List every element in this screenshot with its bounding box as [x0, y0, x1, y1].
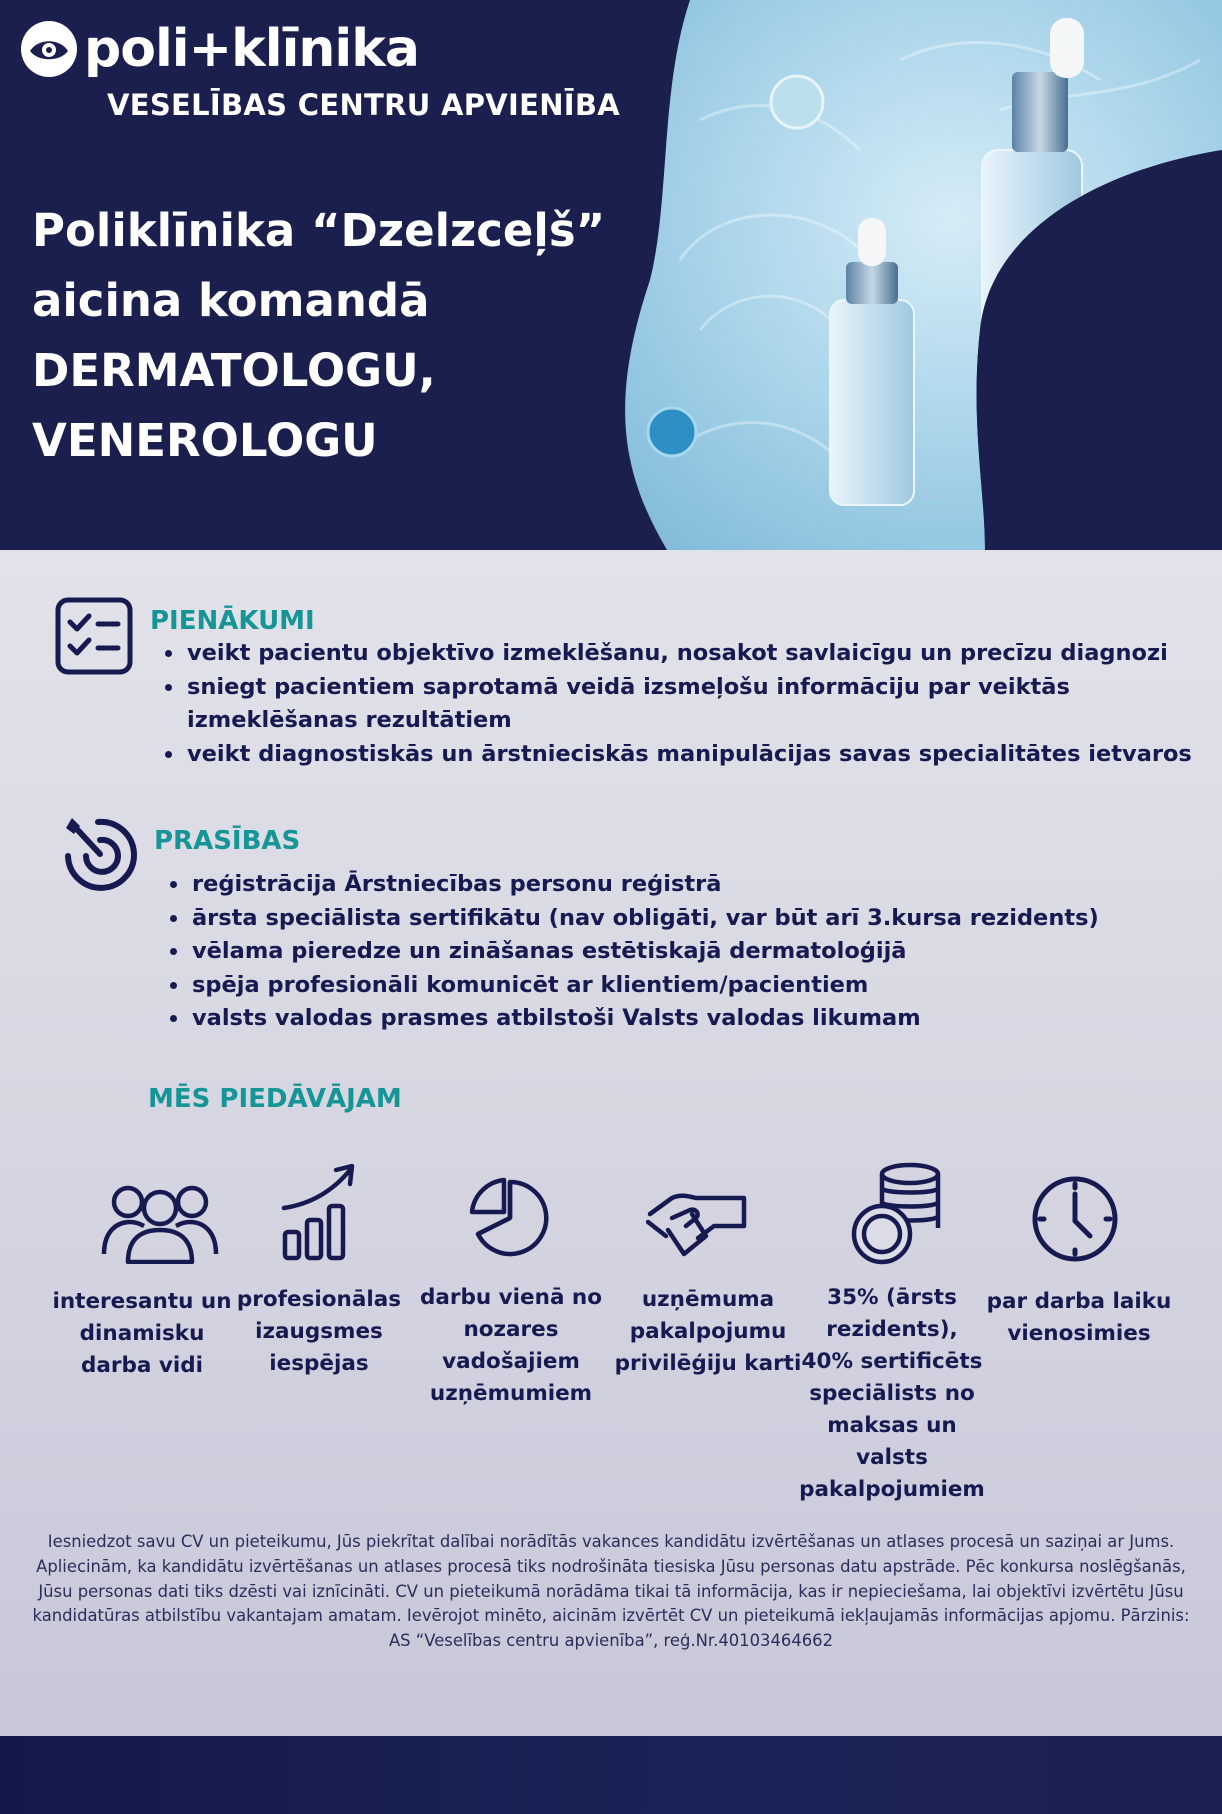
list-item: • spēja profesionāli komunicēt ar klientiem/pacientiem: [190, 969, 1200, 1003]
clock-icon: [1030, 1174, 1120, 1264]
logo-text: poli+klīnika: [84, 19, 419, 79]
requirements-list: [160, 868, 1200, 1036]
offer-label: par darba laiku vienosimies: [986, 1289, 1172, 1346]
list-item: • sniegt pacientiem saprotamā veidā izsmeļošu informāciju par veiktās izmeklēšanas rezultātiem: [185, 671, 1195, 738]
target-icon: [60, 814, 140, 894]
offer-label: profesionālas izaugsmes iespējas: [236, 1287, 402, 1376]
headline-line: DERMATOLOGU,: [32, 344, 436, 397]
page-title: [32, 196, 652, 476]
list-item: • reģistrācija Ārstniecības personu reģistrā: [190, 868, 1200, 902]
pie-chart-icon: [468, 1176, 552, 1260]
list-item: • vēlama pieredze un zināšanas estētiskajā dermatoloģijā: [190, 935, 1200, 969]
org-name: VESELĪBAS CENTRU APVIENĪBA: [107, 88, 621, 122]
list-item: • veikt diagnostiskās un ārstnieciskās manipulācijas savas specialitātes ietvaros: [185, 738, 1195, 772]
disclaimer-text: Iesniedzot savu CV un pieteikumu, Jūs piekrītat dalībai norādītās vakances kandidātu izvērtēšanas un atlases procesā un saziņai ar Jums. Apliecinām, ka kandidātu izvērtēšanas un atlases procesā tiks nodrošināta tiesiska Jūsu personas datu apstrāde. Pēc konkursa noslēgšanās, Jūsu personas dati tiks dzēsti vai iznīcināti. CV un pieteikumā norādāma tikai tā informācija, kas ir nepieciešama, lai objektīvi izvērtētu Jūsu kandidatūras atbilstību vakantajam amatam. Ievērojot minēto, aicinām izvērtēt CV un pieteikumā iekļaujamās informācijas apjomu. Pārzinis: AS “Veselības centru apvienība”, reģ.Nr.40103464662: [32, 1532, 1190, 1651]
hero-banner: [0, 0, 1222, 550]
team-icon: [100, 1180, 220, 1264]
list-item: • ārsta speciālista sertifikātu (nav obligāti, var būt arī 3.kursa rezidents): [190, 902, 1200, 936]
offer-label: darbu vienā no nozares vadošajiem uzņēmumiem: [419, 1285, 603, 1406]
hand-card-icon: [646, 1190, 750, 1262]
offer-label: 35% (ārsts rezidents), 40% sertificēts speciālists no maksas un valsts pakalpojumiem: [799, 1285, 985, 1502]
headline-line: Poliklīnika “Dzelzceļš”: [32, 204, 606, 257]
headline-line: aicina komandā: [32, 274, 430, 327]
headline-line: VENEROLOGU: [32, 414, 378, 467]
duties-list: [155, 637, 1195, 771]
logo-eye-icon: [20, 20, 78, 78]
offer-title: MĒS PIEDĀVĀJAM: [148, 1084, 402, 1114]
growth-chart-icon: [280, 1162, 360, 1262]
duties-title: PIENĀKUMI: [150, 606, 315, 636]
poliklinika-logo: [20, 18, 419, 80]
list-item: • valsts valodas prasmes atbilstoši Valsts valodas likumam: [190, 1002, 1200, 1036]
offer-label: uzņēmuma pakalpojumu privilēģiju karti: [614, 1287, 802, 1376]
offer-label: interesantu un dinamisku darba vidi: [52, 1289, 232, 1378]
checklist-icon: [54, 596, 134, 676]
footer-bar: [0, 1736, 1222, 1814]
coins-icon: [848, 1162, 944, 1266]
list-item: • veikt pacientu objektīvo izmeklēšanu, nosakot savlaicīgu un precīzu diagnozi: [185, 637, 1195, 671]
requirements-title: PRASĪBAS: [154, 826, 301, 856]
